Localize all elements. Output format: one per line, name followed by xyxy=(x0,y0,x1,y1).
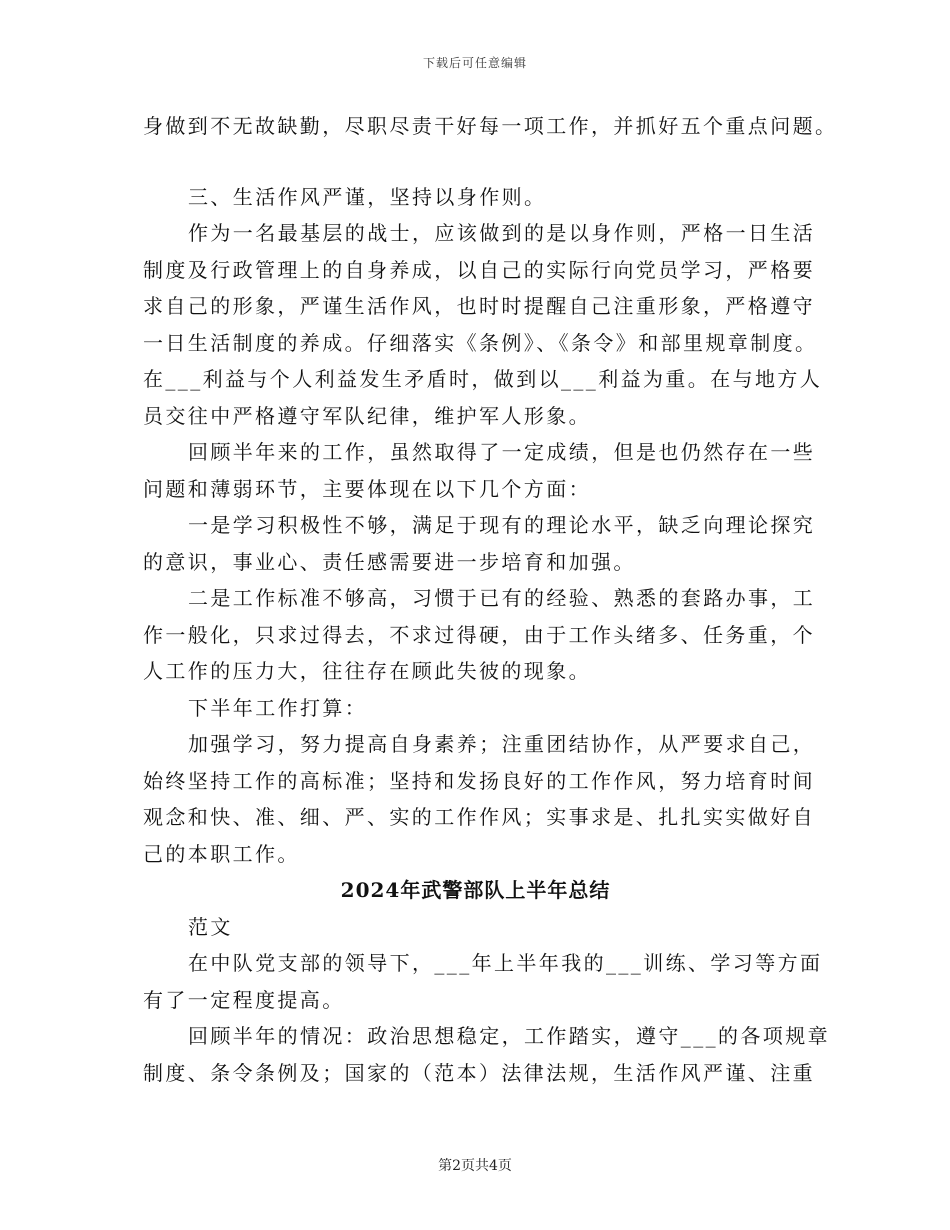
body-line: 身做到不无故缺勤，尽职尽责干好每一项工作，并抓好五个重点问题。 xyxy=(143,114,838,138)
document-body xyxy=(143,108,838,1091)
body-line: 制度及行政管理上的自身养成，以自己的实际行向党员学习，严格要 xyxy=(143,257,815,282)
section-heading: 三、生活作风严谨，坚持以身作则。 xyxy=(188,184,547,209)
body-line: 作一般化，只求过得去，不求过得硬，由于工作头绪多、任务重，个 xyxy=(143,622,815,647)
body-line: 观念和快、准、细、严、实的工作作风；实事求是、扎扎实实做好自 xyxy=(143,805,815,829)
body-line: 在___利益与个人利益发生矛盾时，做到以___利益为重。在与地方人 xyxy=(143,367,823,391)
subtitle-label: 范文 xyxy=(188,914,233,939)
document-title: 2024年武警部队上半年总结 xyxy=(340,878,611,902)
page-number: 第2页共4页 xyxy=(438,1158,512,1174)
body-line: 问题和薄弱环节，主要体现在以下几个方面： xyxy=(143,476,591,501)
body-line: 的意识，事业心、责任感需要进一步培育和加强。 xyxy=(143,549,636,574)
body-line: 员交往中严格遵守军队纪律，维护军人形象。 xyxy=(143,403,591,428)
body-line: 回顾半年来的工作，虽然取得了一定成绩，但是也仍然存在一些 xyxy=(188,440,816,464)
body-line: 在中队党支部的领导下，___年上半年我的___训练、学习等方面 xyxy=(188,951,823,975)
body-line: 二是工作标准不够高，习惯于已有的经验、熟悉的套路办事，工 xyxy=(188,586,816,610)
header-note: 下载后可任意编辑 xyxy=(422,56,527,70)
body-line: 己的本职工作。 xyxy=(143,841,300,866)
paragraph-gap xyxy=(143,145,808,179)
body-line: 下半年工作打算： xyxy=(188,695,368,720)
body-line: 始终坚持工作的高标准；坚持和发扬良好的工作作风，努力培育时间 xyxy=(143,768,815,793)
body-line: 一是学习积极性不够，满足于现有的理论水平，缺乏向理论探究 xyxy=(188,513,816,537)
body-line: 人工作的压力大，往往存在顾此失彼的现象。 xyxy=(143,659,591,683)
body-line: 有了一定程度提高。 xyxy=(143,987,345,1012)
body-line: 制度、条令条例及；国家的（范本）法律法规，生活作风严谨、注重 xyxy=(143,1060,815,1085)
body-line: 求自己的形象，严谨生活作风，也时时提醒自己注重形象，严格遵守 xyxy=(143,294,815,318)
body-line: 作为一名最基层的战士，应该做到的是以身作则，严格一日生活 xyxy=(188,221,816,245)
body-line: 回顾半年的情况：政治思想稳定，工作踏实，遵守___的各项规章 xyxy=(188,1024,830,1048)
body-line: 一日生活制度的养成。仔细落实《条例》、《条令》和部里规章制度。 xyxy=(143,330,818,355)
body-line: 加强学习，努力提高自身素养；注重团结协作，从严要求自己， xyxy=(188,732,816,756)
